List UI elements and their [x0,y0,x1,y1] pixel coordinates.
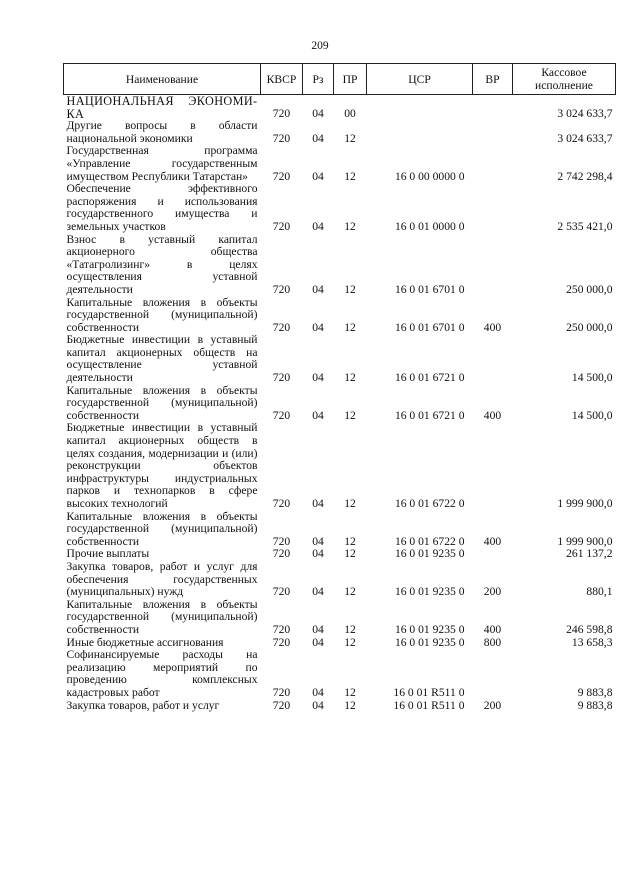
cell-amount: 9 883,8 [577,698,613,712]
cell-rz: 04 [312,408,324,422]
header-vr: ВР [473,64,513,95]
cell-csr [367,120,473,145]
cell-vr [473,548,513,561]
table-row [64,511,616,549]
cell-pr: 00 [344,106,356,120]
cell-csr: 16 0 01 0000 0 [394,219,465,233]
cell-kvsr: 720 [272,622,291,636]
cell-csr: 16 0 00 0000 0 [394,169,465,183]
cell-amount: 14 500,0 [571,371,613,385]
cell-vr [473,183,513,233]
cell-amount: 2 742 298,4 [557,169,613,183]
cell-kvsr: 720 [272,497,291,510]
cell-kvsr: 720 [272,408,291,422]
cell-pr: 12 [344,131,356,145]
cell-kvsr: 720 [272,371,291,385]
table-row [64,120,616,145]
cell-csr: 16 0 01 6722 0 [394,534,465,548]
table-row [64,561,616,599]
cell-rz: 04 [312,169,324,183]
cell-kvsr: 720 [272,282,291,296]
cell-csr [367,95,473,121]
cell-amount: 3 024 633,7 [557,131,613,145]
cell-pr: 12 [344,408,356,422]
table-row [64,422,616,510]
table-row [64,385,616,423]
cell-csr: 16 0 01 9235 0 [394,547,465,561]
cell-pr: 12 [344,698,356,712]
cell-rz: 04 [312,106,324,120]
cell-kvsr: 720 [272,169,291,183]
header-amount: Кассовое исполнение [513,64,616,95]
cell-rz: 04 [312,371,324,385]
cell-amount: 1 999 900,0 [557,497,613,510]
cell-name: Прочие выплаты [66,547,150,561]
cell-csr: 16 0 01 9235 0 [394,635,465,649]
cell-vr [473,120,513,145]
cell-rz: 04 [312,320,324,334]
cell-vr: 400 [483,622,502,636]
cell-name: Другие вопросы в области национальной экономики [66,119,258,145]
cell-kvsr: 720 [272,534,291,548]
cell-kvsr: 720 [272,635,291,649]
cell-pr: 12 [344,547,356,561]
cell-rz: 04 [312,685,324,699]
table-row [64,334,616,384]
cell-name: Капитальные вложения в объекты государственной (муниципальной) собственности [66,383,258,422]
cell-name: Государственная программа «Управление государственным имуществом Республики Татарстан» [66,144,258,183]
cell-name: Бюджетные инвестиции в уставный капитал акционерных обществ на осуществление уставной деятельности [66,333,258,385]
cell-rz: 04 [312,635,324,649]
cell-vr: 200 [483,585,502,599]
cell-rz: 04 [312,622,324,636]
cell-name: Капитальные вложения в объекты государственной (муниципальной) собственности [66,509,258,548]
cell-amount: 880,1 [586,585,613,599]
cell-name: Иные бюджетные ассигнования [66,635,224,649]
cell-csr: 16 0 01 6701 0 [394,320,465,334]
cell-rz: 04 [312,698,324,712]
cell-pr: 12 [344,282,356,296]
cell-vr [473,95,513,121]
cell-csr: 16 0 01 6701 0 [394,282,465,296]
cell-name: Софинансируемые расходы на реализацию мероприятий по проведению комплексных кадастровых работ [66,648,258,699]
page-number: 209 [311,40,329,52]
header-name: Наименование [64,64,261,95]
cell-vr [473,145,513,183]
table-row [64,297,616,335]
cell-vr [473,422,513,510]
cell-kvsr: 720 [272,585,291,599]
cell-pr: 12 [344,371,356,385]
cell-amount: 13 658,3 [571,635,613,649]
cell-rz: 04 [312,534,324,548]
budget-table [63,63,616,712]
cell-pr: 12 [344,320,356,334]
cell-amount: 246 598,8 [566,622,613,636]
table-row [64,599,616,637]
table-row [64,183,616,233]
cell-amount: 14 500,0 [571,408,613,422]
cell-vr: 400 [483,408,502,422]
cell-rz: 04 [312,547,324,561]
cell-pr: 12 [344,534,356,548]
cell-pr: 12 [344,622,356,636]
cell-kvsr: 720 [272,219,291,233]
cell-csr: 16 0 01 6721 0 [394,408,465,422]
table-row [64,95,616,121]
cell-amount: 3 024 633,7 [557,106,613,120]
cell-amount: 250 000,0 [566,320,613,334]
cell-vr [473,234,513,297]
cell-name: Бюджетные инвестиции в уставный капитал акционерных обществ в целях создания, модернизации и (или) реконструкции объектов инфраструктуры индустриальных парков и технопарков в сфере высоких технологий [66,421,258,510]
cell-name: Взнос в уставный капитал акционерного общества «Татагролизинг» в целях осуществления уставной деятельности [66,232,258,296]
cell-amount: 261 137,2 [566,547,613,561]
cell-name: Обеспечение эффективного распоряжения и использования государственного имущества и земельных участков [66,182,258,233]
cell-rz: 04 [312,131,324,145]
table-row [64,145,616,183]
cell-name: Капитальные вложения в объекты государственной (муниципальной) собственности [66,597,258,636]
cell-kvsr: 720 [272,685,291,699]
cell-vr [473,334,513,384]
cell-kvsr: 720 [272,547,291,561]
header-pr: ПР [334,64,367,95]
cell-vr: 400 [483,534,502,548]
cell-kvsr: 720 [272,106,291,120]
cell-name: Закупка товаров, работ и услуг [66,698,220,712]
cell-csr: 16 0 01 R511 0 [393,685,465,699]
cell-vr: 800 [483,635,502,649]
cell-amount: 250 000,0 [566,282,613,296]
cell-amount: 1 999 900,0 [557,534,613,548]
cell-pr: 12 [344,635,356,649]
cell-pr: 12 [344,497,356,510]
cell-name: НАЦИОНАЛЬНАЯ ЭКОНОМИ-КА [66,94,258,121]
cell-rz: 04 [312,282,324,296]
cell-pr: 12 [344,685,356,699]
cell-amount: 2 535 421,0 [557,219,613,233]
cell-name: Закупка товаров, работ и услуг для обеспечения государственных (муниципальных) нужд [66,559,258,599]
cell-vr: 400 [483,320,502,334]
table-header [64,64,616,95]
cell-csr: 16 0 01 R511 0 [393,698,465,712]
header-kvsr: КВСР [261,64,303,95]
cell-pr: 12 [344,169,356,183]
cell-amount: 9 883,8 [577,685,613,699]
cell-csr: 16 0 01 9235 0 [394,585,465,599]
cell-rz: 04 [312,585,324,599]
table-row [64,700,616,713]
cell-name: Капитальные вложения в объекты государственной (муниципальной) собственности [66,295,258,334]
table-row [64,649,616,699]
cell-rz: 04 [312,219,324,233]
table-body [64,95,616,713]
cell-rz: 04 [312,497,324,510]
cell-csr: 16 0 01 9235 0 [394,622,465,636]
cell-csr: 16 0 01 6722 0 [394,497,465,510]
cell-vr [473,649,513,699]
header-rz: Рз [303,64,334,95]
cell-vr: 200 [483,698,502,712]
cell-kvsr: 720 [272,698,291,712]
cell-kvsr: 720 [272,320,291,334]
header-csr: ЦСР [367,64,473,95]
cell-kvsr: 720 [272,131,291,145]
cell-pr: 12 [344,219,356,233]
table-row [64,234,616,297]
cell-pr: 12 [344,585,356,599]
cell-csr: 16 0 01 6721 0 [394,371,465,385]
